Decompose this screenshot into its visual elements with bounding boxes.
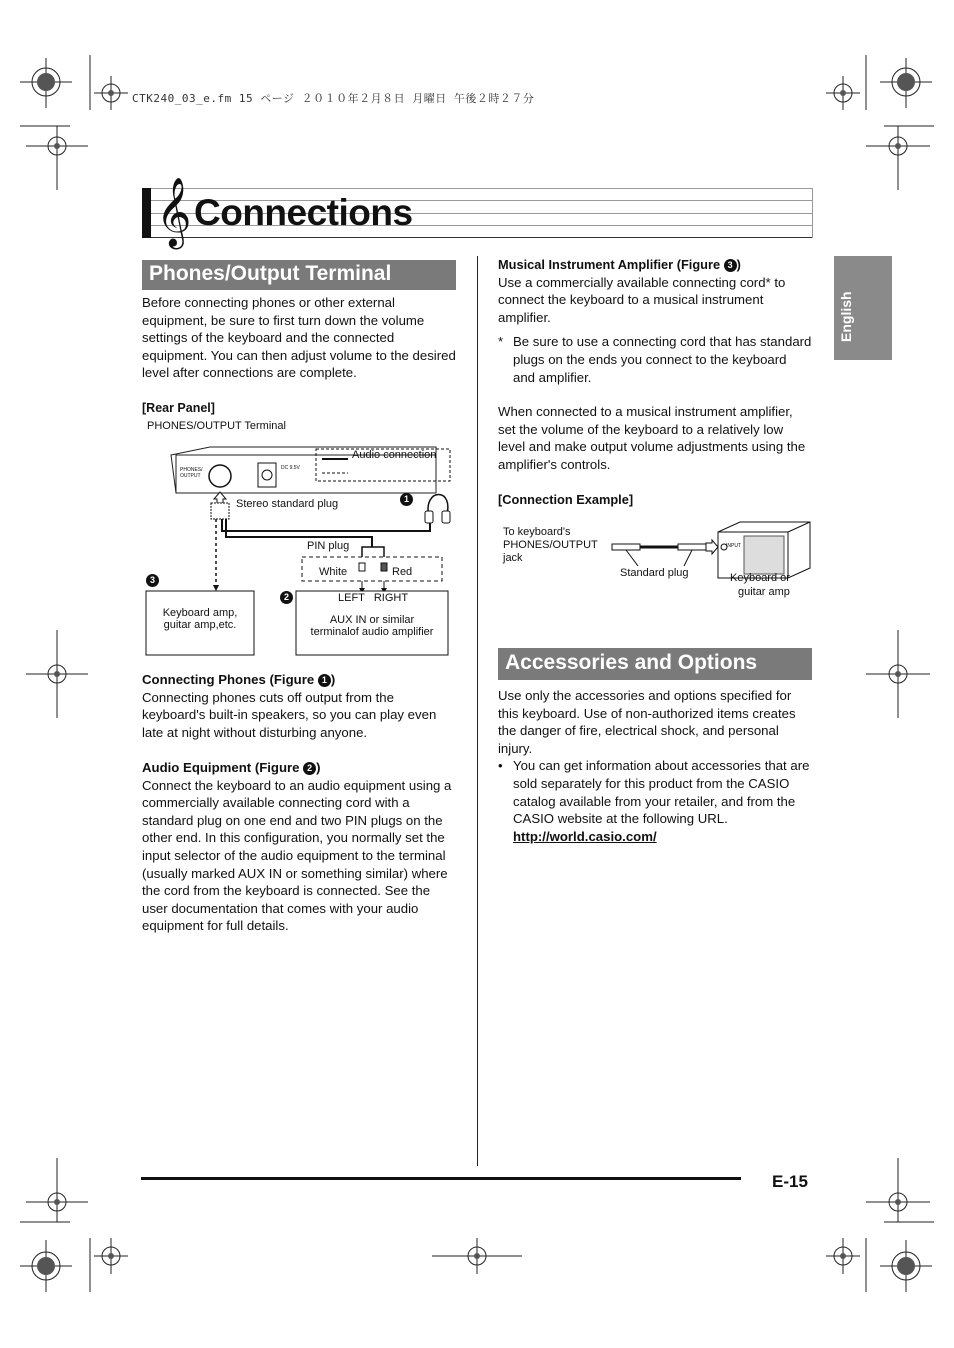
figure-3-marker: 3 [146, 574, 159, 587]
title-bar [142, 188, 151, 238]
page-number: E-15 [772, 1172, 808, 1191]
accessories-bullet-text: You can get information about accessories that are sold separately for this product from the CASIO catalog available from your retailer, and from the CASIO website at the following URL. [513, 758, 810, 827]
terminal-label: PHONES/OUTPUT Terminal [147, 420, 286, 432]
language-tab-label: English [838, 291, 854, 342]
phones-section: Connecting Phones (Figure 1 ) Connecting phones cuts off output from the keyboard's built-in speakers, so you can play even late at night without disturbing anyone. [142, 671, 456, 741]
amp-text: Use a commercially available connecting cord* to connect the keyboard to a musical instrument amplifier. [498, 274, 786, 325]
amp-text-2: When connected to a musical instrument amplifier, set the volume of the keyboard to a relatively low level and make output volume adjustments using the amplifier's controls. [498, 404, 806, 472]
accessories-section [498, 687, 812, 845]
standard-plug-label: Standard plug [620, 567, 689, 579]
connection-example-label: [Connection Example] [498, 492, 634, 507]
phones-figure-number: 1 [318, 674, 331, 687]
pin-plug-label: PIN plug [307, 540, 350, 552]
casio-website-link[interactable]: http://world.casio.com/ [513, 828, 657, 844]
input-label: INPUT [726, 543, 741, 549]
keyboard-jack-label: To keyboard's PHONES/OUTPUT jack [503, 526, 598, 564]
panel-dc-text: DC 9.5V [281, 465, 300, 471]
amp-heading: Musical Instrument Amplifier (Figure [498, 257, 724, 272]
amp-figure-number: 3 [724, 259, 737, 272]
treble-clef-icon: 𝄞 [156, 177, 192, 247]
amp-label: Keyboard or guitar amp [730, 572, 790, 598]
audio-text: Connect the keyboard to an audio equipment using a commercially available connecting cord with a standard plug on one end and two PIN plugs on the other end. In this configuration, you normally set the input selector of the audio equipment to the terminal (usually marked AUX IN or something similar) where the cord from the keyboard is connected. See the user documentation that comes with your audio equipment for full details. [142, 777, 452, 934]
bullet-mark: • [498, 758, 503, 774]
white-label: White [319, 566, 348, 578]
column-divider [477, 256, 478, 1166]
stereo-plug-label: Stereo standard plug [236, 498, 339, 510]
aux-box-label: AUX IN or similar terminalof audio amplifier [310, 614, 434, 638]
panel-phones-text: PHONES/ OUTPUT [180, 467, 203, 479]
phones-intro-text: Before connecting phones or other external equipment, be sure to first turn down the volume settings of the keyboard and the connected equipment. You can then adjust volume to the desired level after connections are complete. [142, 295, 456, 381]
amp-box-label: Keyboard amp, guitar amp,etc. [162, 607, 238, 631]
file-header-line: CTK240_03_e.fm 15 ページ ２０１０年２月８日 月曜日 午後２時２７分 [132, 92, 535, 105]
page-title: Connections [194, 192, 413, 233]
audio-heading: Audio Equipment (Figure [142, 760, 304, 775]
footer-rule [141, 1177, 741, 1180]
audio-section: Audio Equipment (Figure 2 ) Connect the keyboard to an audio equipment using a commercially available connecting cord with a standard plug on one end and two PIN plugs on the other end. In this configuration, you normally set the input selector of the audio equipment to the terminal (usually marked AUX IN or something similar) where the cord from the keyboard is connected. See the user documentation that comes with your audio equipment for full details. [142, 759, 456, 935]
accessories-text: Use only the accessories and options specified for this keyboard. Use of non-authorized items creates the danger of fire, electrical shock, and personal injury. [498, 688, 796, 756]
rear-panel-diagram [140, 415, 456, 660]
audio-connection-label: Audio connection [352, 449, 437, 461]
amp-section: Musical Instrument Amplifier (Figure 3 ) Use a commercially available connecting cord* to connect the keyboard to a musical instrument amplifier. * Be sure to use a connecting cord that has standard plugs on the ends you connect to the keyboard and amplifier. When connected to a musical instrument amplifier, set the volume of the keyboard to a relatively low level and make output volume adjustments using the amplifier's controls. [498, 257, 812, 472]
phones-heading: Connecting Phones (Figure [142, 672, 318, 687]
figure-1-marker: 1 [400, 493, 413, 506]
phones-text: Connecting phones cuts off output from the keyboard's built-in speakers, so you can play even late at night without disturbing anyone. [142, 689, 437, 740]
note-mark: * [498, 334, 504, 350]
audio-figure-number: 2 [303, 762, 316, 775]
page-title-block [142, 177, 813, 247]
section-title-phones: Phones/Output Terminal [142, 260, 456, 290]
connection-example-diagram [498, 518, 814, 608]
left-right-label: LEFT RIGHT [338, 592, 409, 604]
red-label: Red [392, 566, 413, 578]
figure-2-marker: 2 [280, 591, 293, 604]
rear-panel-label: [Rear Panel] [142, 401, 215, 415]
section-title-accessories: Accessories and Options [498, 648, 812, 680]
note-text: Be sure to use a connecting cord that has standard plugs on the ends you connect to the keyboard and amplifier. [513, 334, 812, 385]
language-tab [834, 256, 892, 360]
